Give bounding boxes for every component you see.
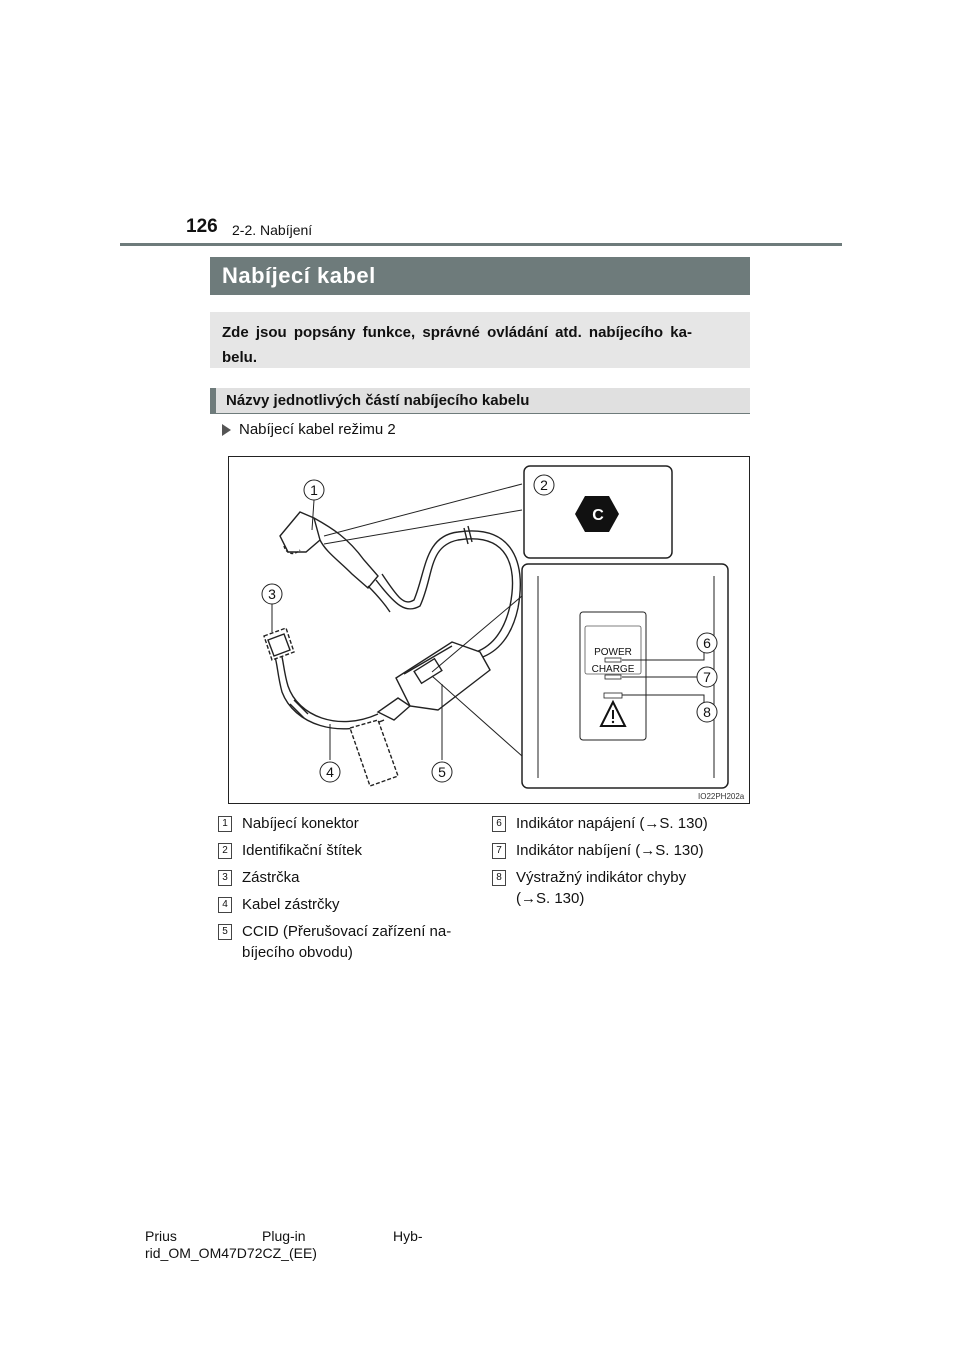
section-heading: 2-2. Nabíjení (232, 222, 313, 238)
callout-1: 1 (310, 482, 318, 498)
legend-item-6 (492, 813, 708, 832)
footer-plugin: Plug-in (262, 1228, 306, 1244)
callout-3: 3 (268, 586, 276, 602)
charging-cable-illustration (228, 456, 750, 804)
footer-prius: Prius (145, 1228, 177, 1244)
legend-text: Kabel zástrčky (242, 896, 340, 913)
callout-4: 4 (326, 764, 334, 780)
legend-item-4 (218, 894, 340, 913)
legend-number: 2 (218, 843, 232, 859)
error-indicator (604, 693, 622, 698)
callout-8: 8 (703, 704, 711, 720)
page-number: 126 (186, 216, 218, 237)
legend-number: 5 (218, 924, 232, 940)
power-indicator (605, 658, 621, 662)
bullet-text: Nabíjecí kabel režimu 2 (239, 421, 396, 438)
legend-text-continued: (→S. 130) (516, 890, 585, 907)
legend-item-3 (218, 867, 300, 886)
footer-hyb: Hyb- (393, 1228, 423, 1244)
callout-5: 5 (438, 764, 446, 780)
footer-doc-code: rid_OM_OM47D72CZ_(EE) (145, 1245, 317, 1261)
legend-text: Identifikační štítek (242, 842, 363, 859)
legend-item-7 (492, 840, 704, 859)
page-title: Nabíjecí kabel (210, 257, 750, 295)
legend-number: 3 (218, 870, 232, 886)
callout-6: 6 (703, 635, 711, 651)
legend-item-1 (218, 813, 359, 832)
legend-text: Indikátor nabíjení (→S. 130) (516, 842, 704, 859)
power-label: POWER (594, 647, 632, 658)
legend-number: 1 (218, 816, 232, 832)
subheading: Názvy jednotlivých částí nabíjecího kabelu (210, 388, 750, 414)
image-code: IO22PH202a (698, 792, 745, 801)
legend-text: CCID (Přerušovací zařízení na- (242, 923, 452, 940)
legend-item-2 (218, 840, 363, 859)
intro-line-2: belu. (222, 349, 258, 366)
intro-line-1: Zde jsou popsány funkce, správné ovládání atd. nabíjecího ka- (222, 324, 692, 341)
legend-number: 8 (492, 870, 506, 886)
legend-number: 6 (492, 816, 506, 832)
legend-number: 4 (218, 897, 232, 913)
legend-number: 7 (492, 843, 506, 859)
header-rule (120, 243, 842, 246)
legend-item-5 (218, 921, 452, 961)
legend-text: Indikátor napájení (→S. 130) (516, 815, 708, 832)
legend-text: Zástrčka (242, 869, 300, 886)
callout-2: 2 (540, 477, 548, 493)
legend-item-8 (492, 867, 687, 907)
triangle-bullet-icon (222, 424, 231, 436)
charge-label: CHARGE (591, 664, 635, 675)
charge-indicator (605, 675, 621, 679)
subheading-rule (210, 413, 750, 414)
bullet-item (222, 421, 396, 438)
intro-box (210, 312, 750, 368)
legend-text: Výstražný indikátor chyby (516, 869, 687, 886)
label-c: C (592, 507, 604, 524)
legend-text-continued: bíjecího obvodu) (242, 944, 353, 961)
callout-7: 7 (703, 669, 711, 685)
legend-text: Nabíjecí konektor (242, 815, 359, 832)
